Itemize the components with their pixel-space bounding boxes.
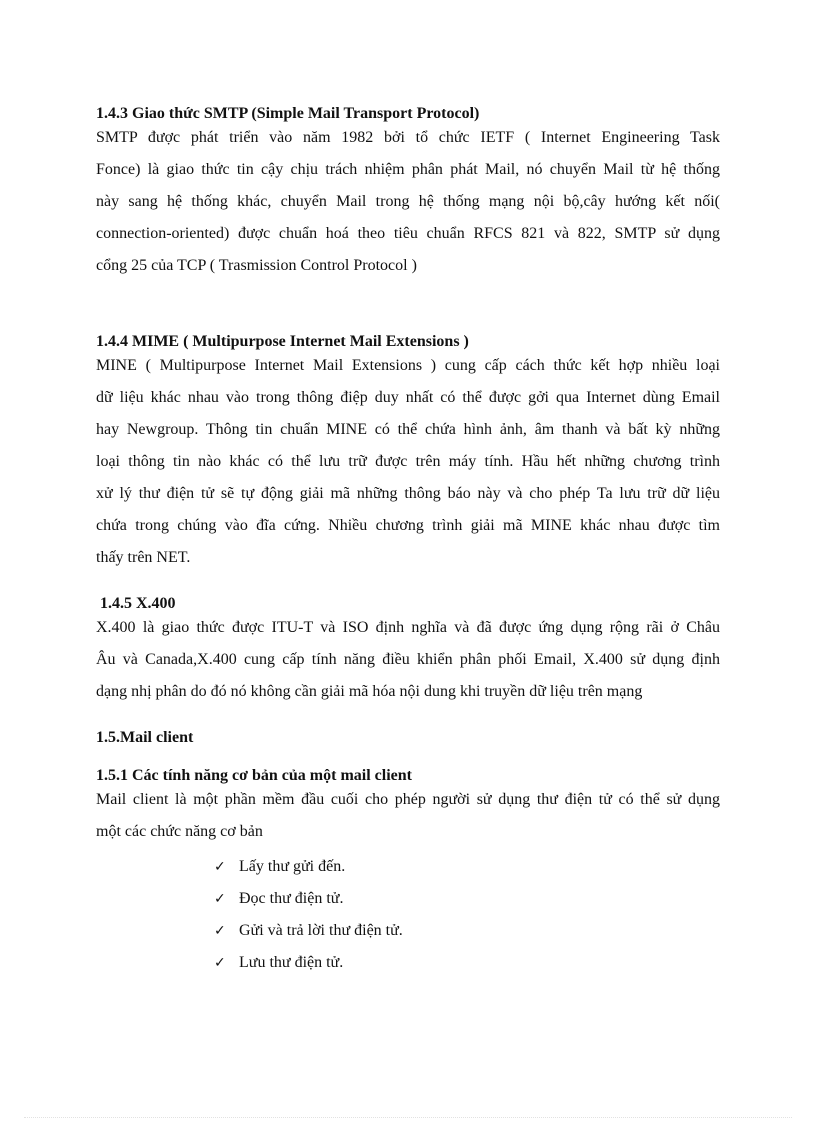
paragraph-features (96, 784, 720, 848)
paragraph-line: một các chức năng cơ bản (96, 823, 263, 840)
paragraph-line: thấy trên NET. (96, 549, 191, 566)
list-item-label: Lưu thư điện tử. (239, 954, 344, 971)
paragraph-line: Fonce) là giao thức tin cậy chịu trách nhiệm phân phát Mail, nó chuyển Mail từ hệ thống (96, 161, 720, 178)
page-footer-divider (24, 1117, 792, 1118)
paragraph-line: chứa trong chúng vào đĩa cứng. Nhiều chương trình giải mã MINE khác nhau được tìm (96, 517, 720, 534)
paragraph-line: SMTP được phát triển vào năm 1982 bởi tổ chức IETF ( Internet Engineering Task (96, 129, 720, 146)
paragraph-mime (96, 350, 720, 574)
paragraph-line: này sang hệ thống khác, chuyển Mail trong hệ thống mạng nội bộ,cây hướng kết nối( (96, 193, 720, 210)
paragraph-line: connection-oriented) được chuẩn hoá theo tiêu chuẩn RFCS 821 và 822, SMTP sử dụng (96, 225, 720, 242)
section-heading-features: 1.5.1 Các tính năng cơ bản của một mail client (96, 767, 412, 784)
list-item (214, 947, 403, 979)
checkmark-icon: ✓ (214, 859, 226, 875)
paragraph-line: dữ liệu khác nhau vào trong thông điệp duy nhất có thể được gởi qua Internet dùng Email (96, 389, 720, 406)
paragraph-line: hay Newgroup. Thông tin chuẩn MINE có thể chứa hình ảnh, âm thanh và bất kỳ những (96, 421, 720, 438)
list-item-label: Lấy thư gửi đến. (239, 858, 346, 875)
feature-checklist (214, 851, 403, 979)
list-item (214, 915, 403, 947)
section-heading-mail-client: 1.5.Mail client (96, 729, 194, 746)
checkmark-icon: ✓ (214, 955, 226, 971)
checkmark-icon: ✓ (214, 923, 226, 939)
paragraph-line: dạng nhị phân do đó nó không cần giải mã hóa nội dung khi truyền dữ liệu trên mạng (96, 683, 643, 700)
paragraph-smtp (96, 122, 720, 282)
paragraph-line: MINE ( Multipurpose Internet Mail Extensions ) cung cấp cách thức kết hợp nhiều loại (96, 357, 720, 374)
section-heading-x400: 1.4.5 X.400 (100, 595, 176, 612)
section-heading-mime: 1.4.4 MIME ( Multipurpose Internet Mail Extensions ) (96, 333, 469, 350)
list-item-label: Gửi và trả lời thư điện tử. (239, 922, 403, 939)
list-item (214, 883, 403, 915)
list-item-label: Đọc thư điện tử. (239, 890, 344, 907)
paragraph-line: Mail client là một phần mềm đầu cuối cho phép người sử dụng thư điện tử có thể sử dụng (96, 791, 720, 808)
paragraph-line: cổng 25 của TCP ( Trasmission Control Protocol ) (96, 257, 417, 274)
paragraph-line: Âu và Canada,X.400 cung cấp tính năng điều khiển phân phối Email, X.400 sử dụng định (96, 651, 720, 668)
paragraph-x400 (96, 612, 720, 708)
paragraph-line: loại thông tin nào khác có thể lưu trữ được trên máy tính. Hầu hết những chương trình (96, 453, 720, 470)
paragraph-line: xử lý thư điện tử sẽ tự động giải mã những thông báo này và cho phép Ta lưu trữ dữ liệu (96, 485, 720, 502)
list-item (214, 851, 403, 883)
section-heading-smtp: 1.4.3 Giao thức SMTP (Simple Mail Transport Protocol) (96, 105, 480, 122)
paragraph-line: X.400 là giao thức được ITU-T và ISO định nghĩa và đã được ứng dụng rộng rãi ở Châu (96, 619, 720, 636)
checkmark-icon: ✓ (214, 891, 226, 907)
